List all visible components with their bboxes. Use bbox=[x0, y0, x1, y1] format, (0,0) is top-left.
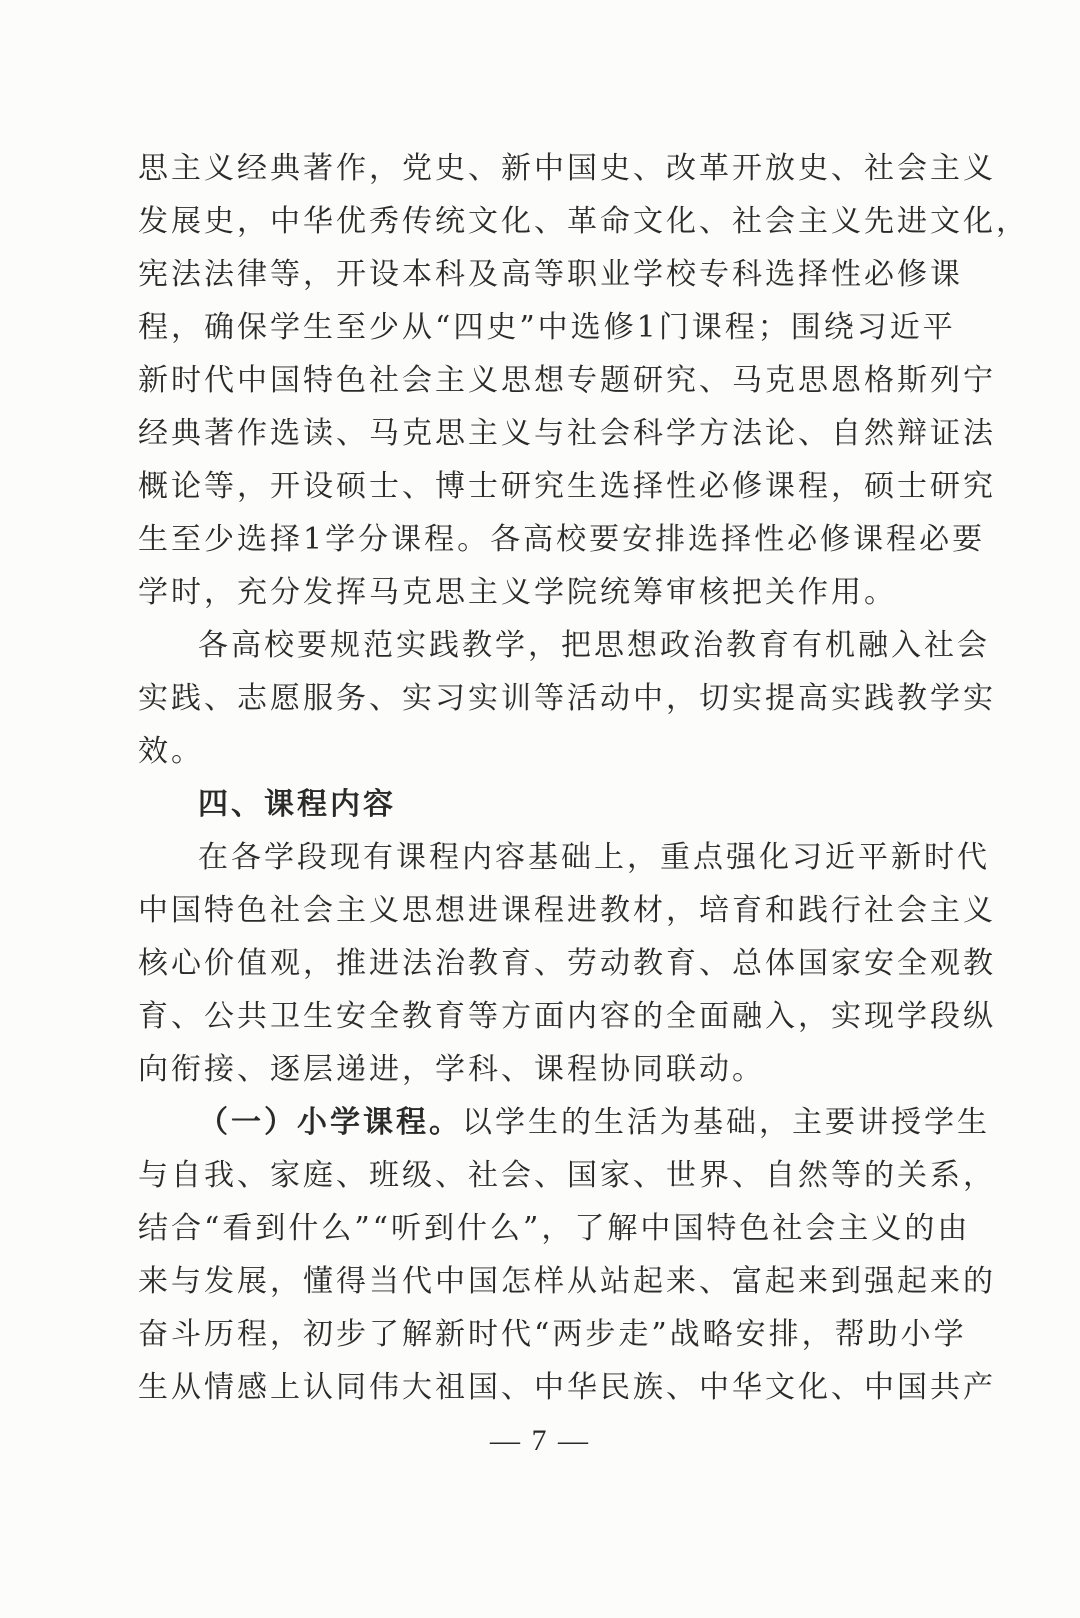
text-line: 向衔接、逐层递进，学科、课程协同联动。 bbox=[138, 1052, 765, 1087]
text-line: 核心价值观，推进法治教育、劳动教育、总体国家安全观教 bbox=[138, 946, 996, 981]
text-line: 发展史，中华优秀传统文化、革命文化、社会主义先进文化， bbox=[138, 204, 1029, 239]
text-line: 中国特色社会主义思想进课程进教材，培育和践行社会主义 bbox=[138, 893, 996, 928]
text-line: 学时，充分发挥马克思主义学院统筹审核把关作用。 bbox=[138, 575, 897, 610]
text-line: 与自我、家庭、班级、社会、国家、世界、自然等的关系， bbox=[138, 1158, 996, 1193]
text-line: 程，确保学生至少从“四史”中选修1门课程；围绕习近平 bbox=[138, 310, 956, 345]
text-line: 新时代中国特色社会主义思想专题研究、马克思恩格斯列宁 bbox=[138, 363, 996, 398]
text-line: 概论等，开设硕士、博士研究生选择性必修课程，硕士研究 bbox=[138, 469, 996, 504]
subsection-heading: （一）小学课程。 bbox=[198, 1105, 462, 1140]
text-line: 实践、志愿服务、实习实训等活动中，切实提高实践教学实 bbox=[138, 681, 996, 716]
text-line: 思主义经典著作，党史、新中国史、改革开放史、社会主义 bbox=[138, 151, 996, 186]
text-line: 结合“看到什么”“听到什么”，了解中国特色社会主义的由 bbox=[138, 1211, 971, 1246]
text-line: 生至少选择1学分课程。各高校要安排选择性必修课程必要 bbox=[138, 522, 986, 557]
text-line: 育、公共卫生安全教育等方面内容的全面融入，实现学段纵 bbox=[138, 999, 996, 1034]
text-span: 以学生的生活为基础，主要讲授学生 bbox=[462, 1105, 990, 1140]
text-line: 来与发展，懂得当代中国怎样从站起来、富起来到强起来的 bbox=[138, 1264, 996, 1299]
text-line: 各高校要规范实践教学，把思想政治教育有机融入社会 bbox=[198, 628, 990, 663]
text-line: 奋斗历程，初步了解新时代“两步走”战略安排，帮助小学 bbox=[138, 1317, 967, 1352]
text-line: 在各学段现有课程内容基础上，重点强化习近平新时代 bbox=[198, 840, 990, 875]
subsection-line bbox=[138, 1096, 990, 1149]
text-line: 宪法法律等，开设本科及高等职业学校专科选择性必修课 bbox=[138, 257, 963, 292]
text-line: 经典著作选读、马克思主义与社会科学方法论、自然辩证法 bbox=[138, 416, 996, 451]
text-line: 效。 bbox=[138, 734, 204, 769]
page-number: — 7 — bbox=[490, 1424, 590, 1457]
text-line: 生从情感上认同伟大祖国、中华民族、中华文化、中国共产 bbox=[138, 1370, 996, 1405]
document-body bbox=[138, 142, 1029, 1414]
section-heading: 四、课程内容 bbox=[198, 787, 396, 822]
